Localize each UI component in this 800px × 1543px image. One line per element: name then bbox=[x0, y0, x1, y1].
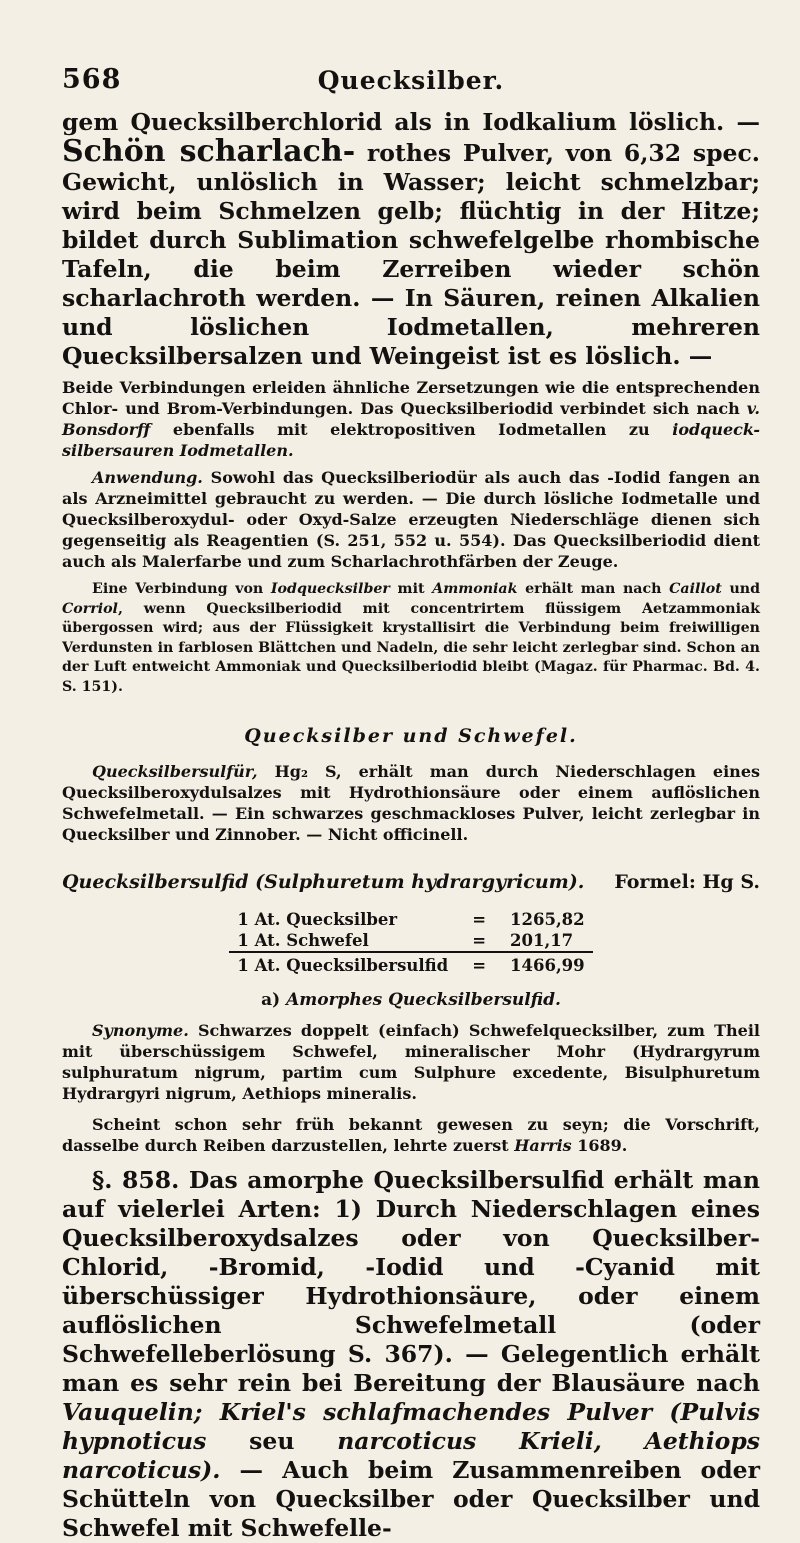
paragraph-synonyme bbox=[62, 1020, 760, 1104]
section-heading: Quecksilber und Schwefel. bbox=[244, 725, 578, 747]
text-run: Hg₂ S, erhält man durch Niederschlagen eines Quecksilberoxydulsalzes mit Hydrothionsäure oder einem auflöslichen Schwefelmetall. — Ein schwarzes geschmackloses Pulver, leicht zerlegbar in Quecksilber und Zinnober. — Nicht officinell. bbox=[62, 762, 760, 844]
table-cell: 201,17 bbox=[510, 931, 574, 950]
section-label: Quecksilbersulfür, bbox=[92, 762, 258, 781]
text-run: gem Quecksilberchlorid als in Iodkalium löslich. — bbox=[62, 108, 760, 136]
section-label: Anwendung. bbox=[92, 468, 203, 487]
equals-sign: = bbox=[472, 910, 487, 929]
author-reference: Vauquelin; Kriel's schlafmachendes Pulver (Pulvis hypnoticus bbox=[62, 1398, 760, 1455]
author-name: Caillot bbox=[669, 581, 722, 597]
formula-title bbox=[62, 871, 584, 893]
text-run-large: Schön scharlach- bbox=[62, 134, 356, 169]
paragraph-ammonia-compound bbox=[62, 580, 760, 697]
text-run: , wenn Quecksilberiodid mit concentrirtem flüssigem Aetzammoniak übergossen wird; aus der Flüssigkeit krystallisirt die Verbindung beim freiwilligen Verdunsten in farblosen Blättchen und Nadeln, die sehr leicht zerlegbar sind. Schon an der Luft entweicht Ammoniak und Quecksilberiodid bleibt (Magaz. für Pharmac. Bd. 4. S. 151). bbox=[62, 600, 760, 695]
paragraph-anwendung bbox=[62, 467, 760, 572]
text-run: mit bbox=[389, 581, 433, 597]
compound-name: Iodquecksilber bbox=[270, 581, 390, 597]
author-name: Corriol bbox=[62, 600, 118, 617]
page-number: 568 bbox=[62, 64, 122, 95]
subsection-marker: a) bbox=[261, 990, 287, 1010]
text-run: erhält man nach bbox=[517, 581, 670, 597]
text-run: und bbox=[721, 581, 760, 597]
table-cell: 1466,99 bbox=[502, 952, 593, 976]
text-run: — Auch beim Zusammenreiben oder Schütteln von Quecksilber oder Quecksilber und Schwefel mit Schwefelle- bbox=[62, 1456, 760, 1542]
text-run: Eine Verbindung von bbox=[92, 581, 271, 597]
table-cell: 1265,82 bbox=[510, 910, 585, 929]
formula-label: Formel: Hg S. bbox=[614, 871, 760, 893]
table-total-row bbox=[229, 952, 592, 976]
text-run: §. 858. Das amorphe Quecksilbersulfid erhält man auf vielerlei Arten: 1) Durch Niederschlagen eines Quecksilberoxydsalzes oder von Quecksilber-Chlorid, -Bromid, -Iodid und -Cyanid mit überschüssiger Hydrothionsäure, oder einem auflöslichen Schwefelmetall (oder Schwefelleberlösung S. 367). — Gelegentlich erhält man es sehr rein bei Bereitung der Blausäure nach bbox=[62, 1166, 760, 1397]
text-run: 1689. bbox=[571, 1136, 628, 1155]
subsection-title: Amorphes Quecksilbersulfid. bbox=[286, 990, 561, 1010]
page-header bbox=[62, 0, 760, 108]
section-label: Synonyme. bbox=[92, 1021, 189, 1040]
running-title: Quecksilber. bbox=[317, 66, 505, 95]
text-run: seu bbox=[206, 1427, 338, 1455]
text-run: Schwarzes doppelt (einfach) Schwefelquecksilber, zum Theil mit überschüssigem Schwefel, mineralischer Mohr (Hydrargyrum sulphuratum nigrum, partim cum Sulphure excedente, Bisulphuretum Hydrargyri nigrum, Aethiops mineralis. bbox=[62, 1021, 760, 1103]
table-cell: 1 At. Quecksilbersulfid bbox=[229, 952, 456, 976]
table-cell: 1 At. Quecksilber bbox=[237, 910, 398, 929]
author-name: Harris bbox=[514, 1136, 572, 1155]
compound-name: Quecksilbersulfid bbox=[62, 871, 249, 893]
formula-heading bbox=[62, 871, 760, 893]
subsection-heading bbox=[62, 990, 760, 1010]
paragraph-decompositions bbox=[62, 377, 760, 461]
text-run: Scheint schon sehr früh bekannt gewesen zu seyn; die Vorschrift, dasselbe durch Reiben darzustellen, lehrte zuerst bbox=[62, 1115, 760, 1155]
paragraph-section-858 bbox=[62, 1166, 760, 1543]
text-run: Sowohl das Quecksilberiodür als auch das -Iodid fangen an als Arzneimittel gebraucht zu werden. — Die durch lösliche Iodmetalle und Quecksilberoxydul- oder Oxyd-Salze erzeugten Niederschläge dienen sich gegenseitig als Reagentien (S. 251, 552 u. 554). Das Quecksilberiodid dient auch als Malerfarbe und zum Scharlachrothfärben der Zeuge. bbox=[62, 468, 760, 571]
author-name: v. Bonsdorff bbox=[62, 399, 760, 439]
paragraph-properties bbox=[62, 108, 760, 371]
text-run: rothes Pulver, von 6,32 spec. Gewicht, unlöslich in Wasser; leicht schmelzbar; wird beim Schmelzen gelb; flüchtig in der Hitze; bildet durch Sublimation schwefelgelbe rhombische Tafeln, die beim Zerreiben wieder schön scharlachroth werden. — In Säuren, reinen Alkalien und löslichen Iodmetallen, mehreren Quecksilbersalzen und Weingeist ist es löslich. — bbox=[62, 139, 760, 370]
text-run: ebenfalls mit elektropositiven Iodmetallen zu bbox=[150, 420, 673, 439]
text-run: Beide Verbindungen erleiden ähnliche Zersetzungen wie die entsprechenden Chlor- und Brom-Verbindungen. Das Quecksilberiodid verbindet sich nach bbox=[62, 378, 760, 418]
equals-sign: = bbox=[472, 931, 487, 950]
table-row bbox=[229, 930, 592, 952]
atomic-weight-table bbox=[229, 909, 592, 976]
table-cell: 1 At. Schwefel bbox=[237, 931, 369, 950]
compound-name: Ammoniak bbox=[432, 581, 518, 597]
paragraph-sulfuer bbox=[62, 761, 760, 845]
compound-name: iodqueck-silbersauren Iodmetallen. bbox=[62, 420, 760, 460]
latin-name: (Sulphuretum hydrargyricum). bbox=[255, 871, 585, 893]
paragraph-history bbox=[62, 1114, 760, 1156]
equals-sign: = bbox=[456, 952, 502, 976]
latin-name: narcoticus Krieli, Aethiops narcoticus). bbox=[62, 1427, 760, 1484]
table-row bbox=[229, 909, 592, 930]
